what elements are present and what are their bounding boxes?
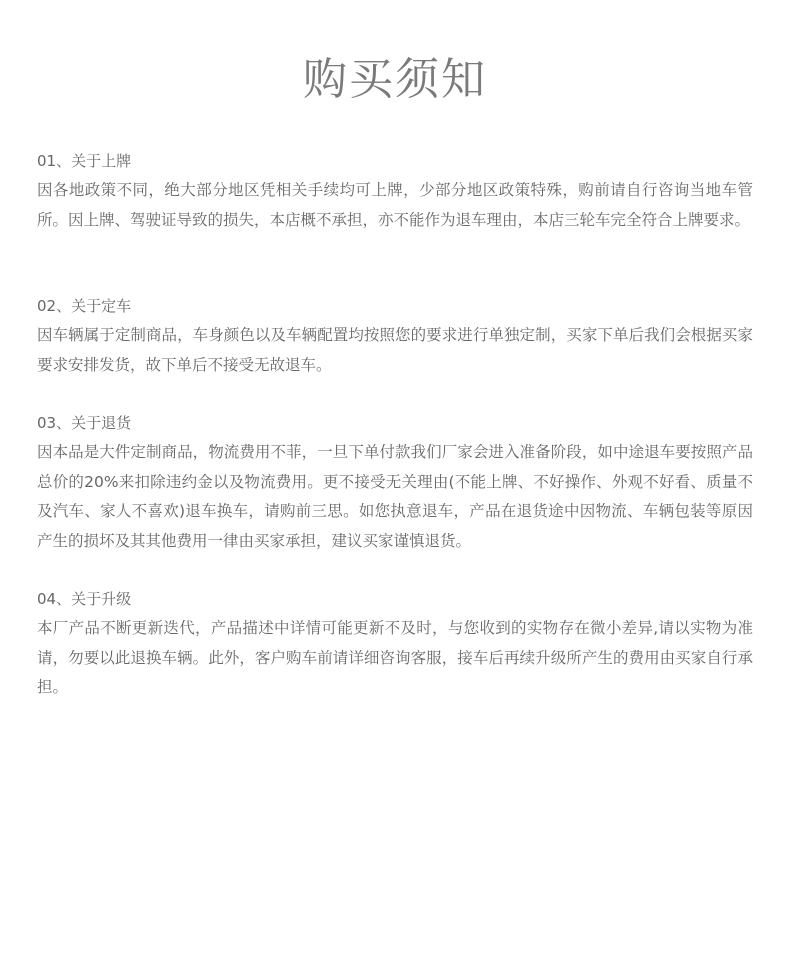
section-returns: [37, 408, 753, 556]
section-body: 因各地政策不同，绝大部分地区凭相关手续均可上牌，少部分地区政策特殊，购前请自行咨询当地车管所。因上牌、驾驶证导致的损失，本店概不承担，亦不能作为退车理由，本店三轮车完全符合上牌要求。: [37, 181, 753, 229]
section-license-plate: [37, 146, 753, 235]
section-body: 本厂产品不断更新迭代，产品描述中详情可能更新不及时，与您收到的实物存在微小差异,请以实物为准请，勿要以此退换车辆。此外，客户购车前请详细咨询客服，接车后再续升级所产生的费用由买家自行承担。: [37, 619, 753, 696]
section-heading: 04、关于升级: [37, 590, 132, 608]
section-heading: 03、关于退货: [37, 414, 132, 432]
section-upgrades: [37, 584, 753, 703]
section-body: 因车辆属于定制商品，车身颜色以及车辆配置均按照您的要求进行单独定制，买家下单后我们会根据买家要求安排发货，故下单后不接受无故退车。: [37, 326, 753, 374]
page-title: 购买须知: [303, 54, 487, 105]
section-heading: 02、关于定车: [37, 297, 132, 315]
section-custom-order: [37, 291, 753, 380]
section-body: 因本品是大件定制商品，物流费用不菲，一旦下单付款我们厂家会进入准备阶段，如中途退车要按照产品总价的20%来扣除违约金以及物流费用。更不接受无关理由(不能上牌、不好操作、外观不好看、质量不及汽车、家人不喜欢)退车换车，请购前三思。如您执意退车，产品在退货途中因物流、车辆包装等原因产生的损坏及其其他费用一律由买家承担，建议买家谨慎退货。: [37, 443, 753, 550]
section-heading: 01、关于上牌: [37, 152, 132, 170]
